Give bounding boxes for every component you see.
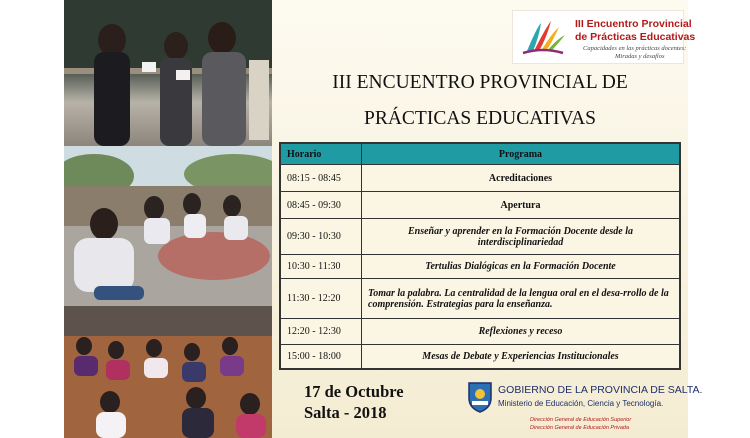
row-time: 08:15 - 08:45 (280, 165, 362, 192)
photo-students-gym (64, 306, 272, 438)
salta-seal-icon (466, 380, 494, 414)
logo-subtitle-line1: Capacidades en las prácticas docentes: (583, 45, 687, 52)
row-program: Acreditaciones (362, 165, 681, 192)
photo-students-outdoor (64, 146, 272, 306)
direction-private: Dirección General de Educación Privada (530, 425, 630, 431)
schedule-row (280, 165, 680, 192)
row-program: Reflexiones y receso (362, 319, 681, 345)
row-program: Tertulias Dialógicas en la Formación Docente (362, 255, 681, 279)
logo-subtitle-line2: Miradas y desafíos (615, 53, 665, 60)
event-title-line1: III ENCUENTRO PROVINCIAL DE (332, 72, 628, 93)
schedule-row (280, 255, 680, 279)
logo-title-line1: III Encuentro Provincial (575, 18, 692, 30)
row-time: 10:30 - 11:30 (280, 255, 362, 279)
direction-superior: Dirección General de Educación Superior (530, 417, 632, 423)
schedule-row (280, 219, 680, 255)
ministry-name: Ministerio de Educación, Ciencia y Tecnología. (498, 399, 664, 408)
header-program: Programa (362, 143, 681, 165)
schedule-row (280, 192, 680, 219)
photo-collage (64, 0, 272, 438)
header-time: Horario (280, 143, 362, 165)
row-time: 08:45 - 09:30 (280, 192, 362, 219)
row-program: Mesas de Debate y Experiencias Institucionales (362, 345, 681, 369)
logo-title-line2: de Prácticas Educativas (575, 31, 696, 43)
schedule-header-row (280, 143, 680, 165)
row-time: 12:20 - 12:30 (280, 319, 362, 345)
schedule-row (280, 319, 680, 345)
photo-teachers-classroom (64, 0, 272, 146)
event-date: 17 de Octubre (304, 382, 404, 401)
row-time: 11:30 - 12:20 (280, 279, 362, 319)
event-poster (272, 0, 703, 438)
row-program: Apertura (362, 192, 681, 219)
row-program: Enseñar y aprender en la Formación Docente desde la interdisciplinariedad (362, 219, 681, 255)
schedule-row (280, 279, 680, 319)
row-time: 15:00 - 18:00 (280, 345, 362, 369)
government-name: GOBIERNO DE LA PROVINCIA DE SALTA. (498, 384, 703, 396)
schedule-table (279, 142, 681, 370)
schedule-row (280, 345, 680, 369)
row-program: Tomar la palabra. La centralidad de la lengua oral en el desa-rrollo de la comprensión. Estrategias para la enseñanza. (362, 279, 681, 319)
event-place-year: Salta - 2018 (304, 403, 387, 422)
event-logo (512, 10, 696, 64)
row-time: 09:30 - 10:30 (280, 219, 362, 255)
event-title-line2: PRÁCTICAS EDUCATIVAS (363, 108, 597, 129)
book-logo-icon (519, 17, 571, 57)
